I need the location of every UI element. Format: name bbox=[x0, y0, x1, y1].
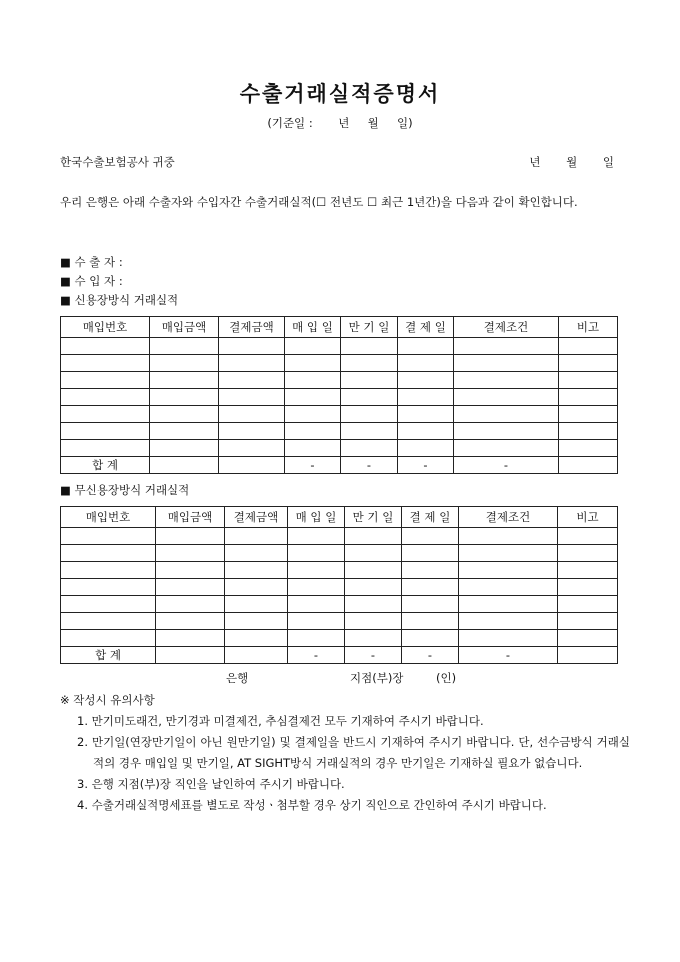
table-cell[interactable] bbox=[454, 440, 559, 457]
table-row bbox=[61, 423, 618, 440]
table-cell[interactable] bbox=[398, 355, 454, 372]
table-cell[interactable] bbox=[558, 545, 618, 562]
bank-label: 은행 bbox=[226, 671, 249, 685]
table-cell[interactable] bbox=[559, 389, 618, 406]
total-cell: - bbox=[459, 647, 558, 664]
table-cell[interactable] bbox=[150, 440, 219, 457]
table-cell[interactable] bbox=[219, 389, 285, 406]
table-row bbox=[61, 579, 618, 596]
table-row bbox=[61, 406, 618, 423]
table-cell[interactable] bbox=[150, 406, 219, 423]
table-cell[interactable] bbox=[150, 423, 219, 440]
notes-title: ※ 작성시 유의사항 bbox=[60, 693, 155, 707]
table-cell[interactable] bbox=[398, 372, 454, 389]
table-cell[interactable] bbox=[61, 423, 150, 440]
column-header: 결제조건 bbox=[459, 507, 558, 528]
table-cell[interactable] bbox=[150, 372, 219, 389]
table-cell[interactable] bbox=[225, 596, 288, 613]
table-cell[interactable] bbox=[61, 338, 150, 355]
table-row bbox=[61, 613, 618, 630]
column-header: 만 기 일 bbox=[345, 507, 402, 528]
table-row bbox=[61, 545, 618, 562]
table-row bbox=[61, 528, 618, 545]
table-cell[interactable] bbox=[288, 613, 345, 630]
table-cell[interactable] bbox=[559, 355, 618, 372]
table-cell[interactable] bbox=[345, 630, 402, 647]
table-cell[interactable] bbox=[341, 338, 398, 355]
basis-date: (기준일 : 년 월 일) bbox=[267, 116, 413, 130]
table-cell[interactable] bbox=[61, 440, 150, 457]
branch-manager-label: 지점(부)장 bbox=[350, 671, 404, 685]
table-cell[interactable] bbox=[558, 562, 618, 579]
table-cell[interactable] bbox=[156, 562, 225, 579]
table-cell[interactable] bbox=[219, 440, 285, 457]
table-cell[interactable] bbox=[558, 630, 618, 647]
table-cell[interactable] bbox=[285, 338, 341, 355]
table-cell[interactable] bbox=[454, 355, 559, 372]
exporter-field: ■ 수 출 자 : bbox=[60, 255, 123, 269]
column-header: 매입금액 bbox=[150, 317, 219, 338]
table-cell[interactable] bbox=[559, 440, 618, 457]
table-row bbox=[61, 596, 618, 613]
table-cell[interactable] bbox=[341, 406, 398, 423]
table-cell[interactable] bbox=[402, 630, 459, 647]
column-header: 결 제 일 bbox=[398, 317, 454, 338]
table-cell[interactable] bbox=[285, 440, 341, 457]
table-cell[interactable] bbox=[225, 562, 288, 579]
table-cell[interactable] bbox=[402, 528, 459, 545]
issue-date: 년 월 일 bbox=[529, 155, 614, 169]
column-header: 매입번호 bbox=[61, 507, 156, 528]
table-cell[interactable] bbox=[459, 613, 558, 630]
table-cell[interactable] bbox=[345, 545, 402, 562]
table-cell[interactable] bbox=[61, 389, 150, 406]
total-cell bbox=[150, 457, 219, 474]
table-cell[interactable] bbox=[559, 338, 618, 355]
table-cell[interactable] bbox=[345, 562, 402, 579]
table-cell[interactable] bbox=[156, 579, 225, 596]
table-cell[interactable] bbox=[285, 406, 341, 423]
table-cell[interactable] bbox=[61, 406, 150, 423]
table-cell[interactable] bbox=[402, 545, 459, 562]
table-cell[interactable] bbox=[61, 528, 156, 545]
total-cell: - bbox=[345, 647, 402, 664]
notes-section bbox=[60, 690, 630, 816]
table-cell[interactable] bbox=[559, 423, 618, 440]
table-cell[interactable] bbox=[61, 579, 156, 596]
table-row bbox=[61, 372, 618, 389]
total-cell: - bbox=[402, 647, 459, 664]
non-lc-transaction-table bbox=[60, 506, 618, 664]
table-cell[interactable] bbox=[398, 338, 454, 355]
table-cell[interactable] bbox=[219, 355, 285, 372]
table-cell[interactable] bbox=[454, 406, 559, 423]
table-cell[interactable] bbox=[150, 355, 219, 372]
table-cell[interactable] bbox=[459, 630, 558, 647]
table-cell[interactable] bbox=[288, 528, 345, 545]
table-cell[interactable] bbox=[288, 562, 345, 579]
column-header: 매 입 일 bbox=[285, 317, 341, 338]
table-cell[interactable] bbox=[459, 579, 558, 596]
table-row bbox=[61, 440, 618, 457]
column-header: 결제조건 bbox=[454, 317, 559, 338]
table-cell[interactable] bbox=[341, 389, 398, 406]
table-cell[interactable] bbox=[398, 389, 454, 406]
column-header: 매입금액 bbox=[156, 507, 225, 528]
table-cell[interactable] bbox=[219, 423, 285, 440]
table-cell[interactable] bbox=[156, 545, 225, 562]
importer-field: ■ 수 입 자 : bbox=[60, 274, 123, 288]
confirmation-text: 우리 은행은 아래 수출자와 수입자간 수출거래실적(☐ 전년도 ☐ 최근 1년간)을 다음과 같이 확인합니다. bbox=[60, 195, 578, 209]
table-cell[interactable] bbox=[156, 613, 225, 630]
column-header: 결제금액 bbox=[225, 507, 288, 528]
table-cell[interactable] bbox=[558, 528, 618, 545]
note-item: 4. 수출거래실적명세표를 별도로 작성ㆍ첨부할 경우 상기 직인으로 간인하여 주시기 바랍니다. bbox=[77, 798, 547, 812]
table-cell[interactable] bbox=[61, 596, 156, 613]
total-cell: - bbox=[398, 457, 454, 474]
total-cell bbox=[225, 647, 288, 664]
table-header-row bbox=[61, 507, 618, 528]
table-cell[interactable] bbox=[225, 545, 288, 562]
table-cell[interactable] bbox=[402, 579, 459, 596]
table-cell[interactable] bbox=[61, 355, 150, 372]
non-lc-section-title: ■ 무신용장방식 거래실적 bbox=[60, 483, 190, 497]
column-header: 비고 bbox=[558, 507, 618, 528]
seal-label: (인) bbox=[436, 671, 457, 685]
table-cell[interactable] bbox=[345, 596, 402, 613]
table-row bbox=[61, 562, 618, 579]
table-row bbox=[61, 338, 618, 355]
total-cell: - bbox=[285, 457, 341, 474]
table-cell[interactable] bbox=[61, 562, 156, 579]
table-cell[interactable] bbox=[398, 440, 454, 457]
column-header: 결 제 일 bbox=[402, 507, 459, 528]
total-label: 합 계 bbox=[61, 457, 150, 474]
table-cell[interactable] bbox=[219, 372, 285, 389]
table-cell[interactable] bbox=[285, 355, 341, 372]
table-cell[interactable] bbox=[402, 613, 459, 630]
table-cell[interactable] bbox=[288, 630, 345, 647]
table-cell[interactable] bbox=[454, 389, 559, 406]
table-cell[interactable] bbox=[345, 613, 402, 630]
table-cell[interactable] bbox=[341, 440, 398, 457]
table-cell[interactable] bbox=[288, 596, 345, 613]
table-row bbox=[61, 389, 618, 406]
table-cell[interactable] bbox=[225, 579, 288, 596]
total-cell: - bbox=[341, 457, 398, 474]
table-cell[interactable] bbox=[61, 545, 156, 562]
table-cell[interactable] bbox=[341, 372, 398, 389]
total-cell: - bbox=[288, 647, 345, 664]
table-cell[interactable] bbox=[61, 630, 156, 647]
table-cell[interactable] bbox=[398, 423, 454, 440]
table-cell[interactable] bbox=[285, 372, 341, 389]
table-cell[interactable] bbox=[559, 372, 618, 389]
note-item: 1. 만기미도래건, 만기경과 미결제건, 추심결제건 모두 기재하여 주시기 바랍니다. bbox=[77, 714, 484, 728]
table-cell[interactable] bbox=[398, 406, 454, 423]
total-cell bbox=[156, 647, 225, 664]
table-cell[interactable] bbox=[558, 613, 618, 630]
table-cell[interactable] bbox=[345, 579, 402, 596]
table-cell[interactable] bbox=[341, 423, 398, 440]
total-row bbox=[61, 647, 618, 664]
table-cell[interactable] bbox=[225, 528, 288, 545]
table-cell[interactable] bbox=[454, 372, 559, 389]
table-cell[interactable] bbox=[61, 372, 150, 389]
total-cell bbox=[559, 457, 618, 474]
table-cell[interactable] bbox=[150, 338, 219, 355]
column-header: 매 입 일 bbox=[288, 507, 345, 528]
note-item: 3. 은행 지점(부)장 직인을 날인하여 주시기 바랍니다. bbox=[77, 777, 345, 791]
column-header: 매입번호 bbox=[61, 317, 150, 338]
table-cell[interactable] bbox=[219, 338, 285, 355]
total-cell bbox=[558, 647, 618, 664]
table-cell[interactable] bbox=[225, 630, 288, 647]
table-cell[interactable] bbox=[288, 579, 345, 596]
table-cell[interactable] bbox=[285, 423, 341, 440]
table-cell[interactable] bbox=[225, 613, 288, 630]
table-header-row bbox=[61, 317, 618, 338]
column-header: 결제금액 bbox=[219, 317, 285, 338]
total-row bbox=[61, 457, 618, 474]
table-cell[interactable] bbox=[402, 562, 459, 579]
table-cell[interactable] bbox=[459, 562, 558, 579]
lc-transaction-table bbox=[60, 316, 618, 474]
table-cell[interactable] bbox=[558, 579, 618, 596]
table-cell[interactable] bbox=[459, 596, 558, 613]
total-label: 합 계 bbox=[61, 647, 156, 664]
table-cell[interactable] bbox=[345, 528, 402, 545]
table-cell[interactable] bbox=[219, 406, 285, 423]
table-cell[interactable] bbox=[150, 389, 219, 406]
addressee: 한국수출보험공사 귀중 bbox=[60, 155, 175, 169]
total-cell bbox=[219, 457, 285, 474]
table-cell[interactable] bbox=[559, 406, 618, 423]
table-cell[interactable] bbox=[341, 355, 398, 372]
table-cell[interactable] bbox=[61, 613, 156, 630]
notes-list bbox=[60, 711, 630, 816]
table-cell[interactable] bbox=[454, 423, 559, 440]
table-cell[interactable] bbox=[156, 596, 225, 613]
table-cell[interactable] bbox=[285, 389, 341, 406]
lc-section-title: ■ 신용장방식 거래실적 bbox=[60, 293, 179, 307]
table-cell[interactable] bbox=[156, 630, 225, 647]
table-cell[interactable] bbox=[288, 545, 345, 562]
table-row bbox=[61, 355, 618, 372]
table-cell[interactable] bbox=[459, 528, 558, 545]
table-cell[interactable] bbox=[402, 596, 459, 613]
column-header: 비고 bbox=[559, 317, 618, 338]
document-title: 수출거래실적증명서 bbox=[239, 81, 441, 106]
table-cell[interactable] bbox=[459, 545, 558, 562]
table-row bbox=[61, 630, 618, 647]
table-cell[interactable] bbox=[454, 338, 559, 355]
column-header: 만 기 일 bbox=[341, 317, 398, 338]
table-cell[interactable] bbox=[156, 528, 225, 545]
table-cell[interactable] bbox=[558, 596, 618, 613]
total-cell: - bbox=[454, 457, 559, 474]
note-item: 2. 만기일(연장만기일이 아닌 원만기일) 및 결제일을 반드시 기재하여 주시기 바랍니다. 단, 선수금방식 거래실적의 경우 매입일 및 만기일, AT SIGHT방식 거래실적의 경우 만기일은 기재하실 필요가 없습니다. bbox=[77, 735, 630, 770]
